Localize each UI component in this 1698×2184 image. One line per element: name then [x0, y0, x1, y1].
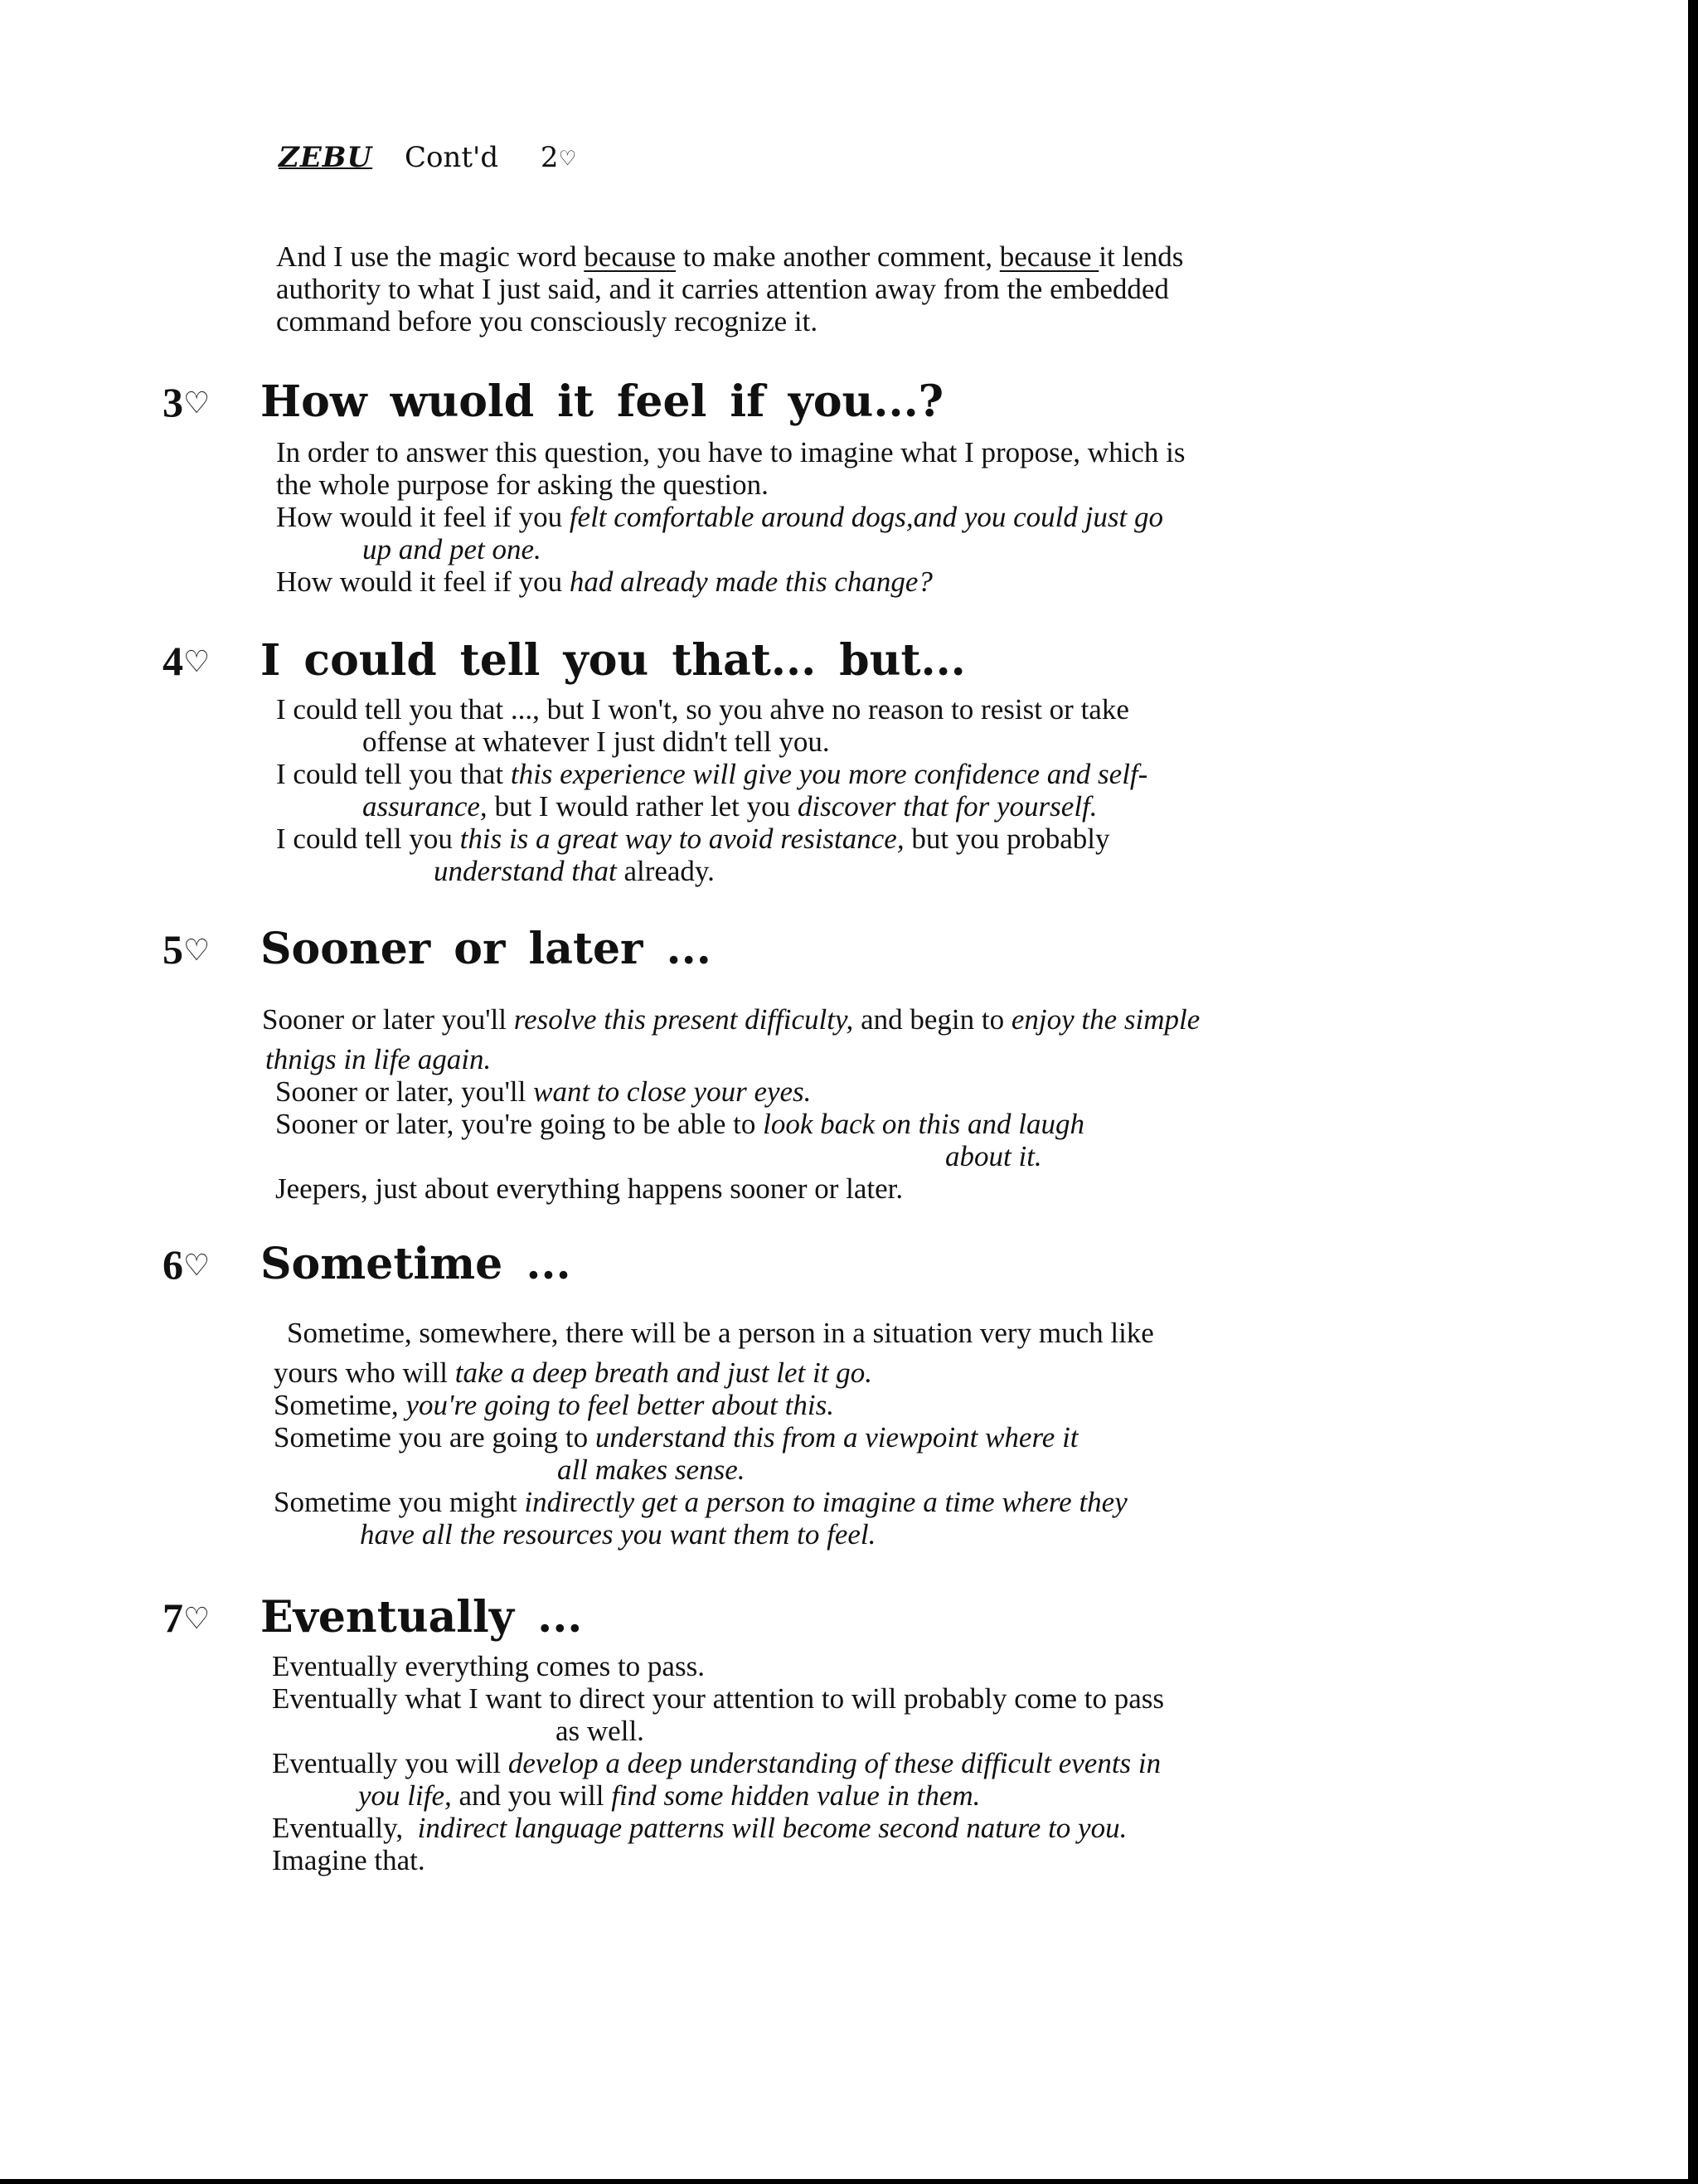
heart-icon: ♡ [183, 645, 211, 680]
section-number-value: 4 [163, 638, 183, 684]
section-4-title: I could tell you that... but... [260, 635, 966, 686]
embedded-command: resolve this present difficulty, [513, 1003, 854, 1036]
header-title: Cont'd [404, 141, 499, 174]
body-text: Sooner or later, you're going to be able to [275, 1108, 764, 1140]
body-text: and begin to [853, 1003, 1012, 1036]
embedded-command: understand this from a viewpoint where it [594, 1421, 1079, 1454]
body-line: offense at whatever I just didn't tell you. [362, 726, 830, 758]
zebu-logo: ZEBU [279, 141, 373, 174]
body-text: already. [616, 855, 715, 887]
embedded-command: have all the resources you want them to feel. [360, 1518, 876, 1551]
embedded-command: this is a great way to avoid resistance, [459, 823, 905, 855]
body-line: Jeepers, just about everything happens sooner or later. [275, 1172, 904, 1205]
embedded-command: develop a deep understanding of these difficult events in [507, 1747, 1162, 1779]
section-6-number [163, 1240, 210, 1289]
embedded-command: all makes sense. [557, 1454, 745, 1486]
body-line: the whole purpose for asking the question. [276, 468, 769, 501]
heart-icon: ♡ [558, 145, 577, 170]
body-text: Sometime you are going to [274, 1421, 595, 1454]
embedded-command: indirect language patterns will become second nature to you. [417, 1812, 1128, 1844]
body-text: and you will [451, 1779, 612, 1812]
body-line: Eventually everything comes to pass. [272, 1650, 705, 1682]
embedded-command: want to close your eyes. [533, 1075, 812, 1108]
body-text: I could tell you [276, 823, 460, 855]
page-edge-bar [1688, 0, 1698, 2184]
body-text: Sometime you might [274, 1486, 525, 1518]
embedded-command: enjoy the simple [1011, 1003, 1201, 1036]
body-line [276, 501, 1185, 533]
heart-icon: ♡ [183, 1249, 211, 1284]
intro-text: to make another comment, [676, 240, 1000, 273]
underlined-word: because [999, 240, 1099, 273]
section-3-body [276, 436, 1185, 598]
body-text: I could tell you that [276, 758, 511, 790]
body-line: Imagine that. [272, 1844, 425, 1876]
section-6-title: Sometime ... [260, 1239, 571, 1289]
body-text: Sooner or later, you'll [275, 1075, 534, 1108]
body-line: I could tell you that ..., but I won't, so you ahve no reason to resist or take [276, 693, 1129, 726]
intro-text: And I use the magic word [276, 240, 585, 273]
embedded-command: about it. [945, 1140, 1042, 1172]
intro-line-3: command before you consciously recognize it. [276, 305, 818, 337]
heart-icon: ♡ [183, 386, 211, 421]
body-line [276, 533, 1185, 565]
section-number-value: 3 [163, 379, 183, 425]
intro-paragraph [276, 240, 1183, 337]
page-number [541, 141, 577, 174]
body-line [272, 1779, 1164, 1812]
page-bottom-edge [0, 2179, 1698, 2184]
body-text: How would it feel if you [276, 501, 570, 533]
body-text: Sooner or later you'll [262, 1003, 514, 1036]
embedded-command: this experience will give you more confidence and self- [510, 758, 1148, 790]
body-line [276, 823, 1147, 855]
section-4-body [276, 693, 1147, 887]
body-text: Eventually you will [272, 1747, 508, 1779]
body-line [276, 855, 1147, 887]
body-line [262, 1003, 1200, 1036]
embedded-command: assurance, [362, 790, 488, 823]
body-line [262, 1043, 1200, 1075]
section-5-number [163, 925, 210, 973]
embedded-command: you life, [358, 1779, 452, 1812]
section-number-value: 5 [163, 926, 183, 973]
embedded-command: had already made this change? [569, 565, 933, 598]
body-line [274, 1518, 1154, 1551]
section-6-body [274, 1317, 1154, 1551]
heart-icon: ♡ [183, 1602, 211, 1637]
body-line: Sometime, somewhere, there will be a person in a situation very much like [287, 1317, 1154, 1349]
body-line: In order to answer this question, you have to imagine what I propose, which is [276, 436, 1186, 468]
body-text: Sometime, [274, 1389, 406, 1421]
intro-line-2: authority to what I just said, and it carries attention away from the embedded [276, 273, 1169, 305]
embedded-command: thnigs in life again. [265, 1043, 492, 1075]
underlined-word: because [584, 240, 677, 273]
embedded-command: understand that [434, 855, 617, 887]
body-line [262, 1108, 1200, 1140]
section-4-number [163, 637, 210, 685]
body-line [262, 1075, 1200, 1108]
intro-text: it lends [1099, 240, 1184, 273]
body-line: as well. [555, 1715, 644, 1747]
body-line [274, 1421, 1154, 1454]
section-3-title: How wuold it feel if you...? [260, 376, 944, 427]
page-header [279, 141, 576, 174]
embedded-command: find some hidden value in them. [611, 1779, 981, 1812]
body-line: Eventually what I want to direct your attention to will probably come to pass [272, 1682, 1164, 1715]
intro-line-1 [276, 240, 1183, 273]
body-line [276, 790, 1147, 823]
section-5-body [262, 1003, 1200, 1205]
embedded-command: indirectly get a person to imagine a time where they [524, 1486, 1128, 1518]
body-text: yours who will [274, 1357, 455, 1389]
body-line [274, 1389, 1154, 1421]
section-3-number [163, 378, 210, 426]
body-line [274, 1454, 1154, 1486]
page-number-value: 2 [540, 141, 559, 174]
body-line [272, 1747, 1164, 1779]
body-text: How would it feel if you [276, 565, 570, 598]
body-text: but I would rather let you [487, 790, 798, 823]
embedded-command: you're going to feel better about this. [405, 1389, 834, 1421]
embedded-command: felt comfortable around dogs,and you could just go [569, 501, 1163, 533]
embedded-command: up and pet one. [362, 533, 541, 565]
heart-icon: ♡ [183, 934, 211, 968]
section-number-value: 7 [163, 1594, 183, 1641]
body-text: Eventually, [272, 1812, 418, 1844]
embedded-command: discover that for yourself. [797, 790, 1098, 823]
body-text: but you probably [904, 823, 1110, 855]
body-line [272, 1812, 1164, 1844]
body-line [276, 565, 1185, 598]
section-7-number [163, 1594, 210, 1642]
body-line [274, 1357, 1154, 1389]
embedded-command: take a deep breath and just let it go. [454, 1357, 872, 1389]
body-line [262, 1140, 1200, 1172]
body-line [276, 758, 1147, 790]
section-7-body [272, 1650, 1164, 1876]
section-7-title: Eventually ... [260, 1592, 583, 1643]
section-5-title: Sooner or later ... [260, 924, 711, 974]
section-number-value: 6 [163, 1241, 183, 1288]
body-line [274, 1486, 1154, 1518]
embedded-command: look back on this and laugh [763, 1108, 1084, 1140]
